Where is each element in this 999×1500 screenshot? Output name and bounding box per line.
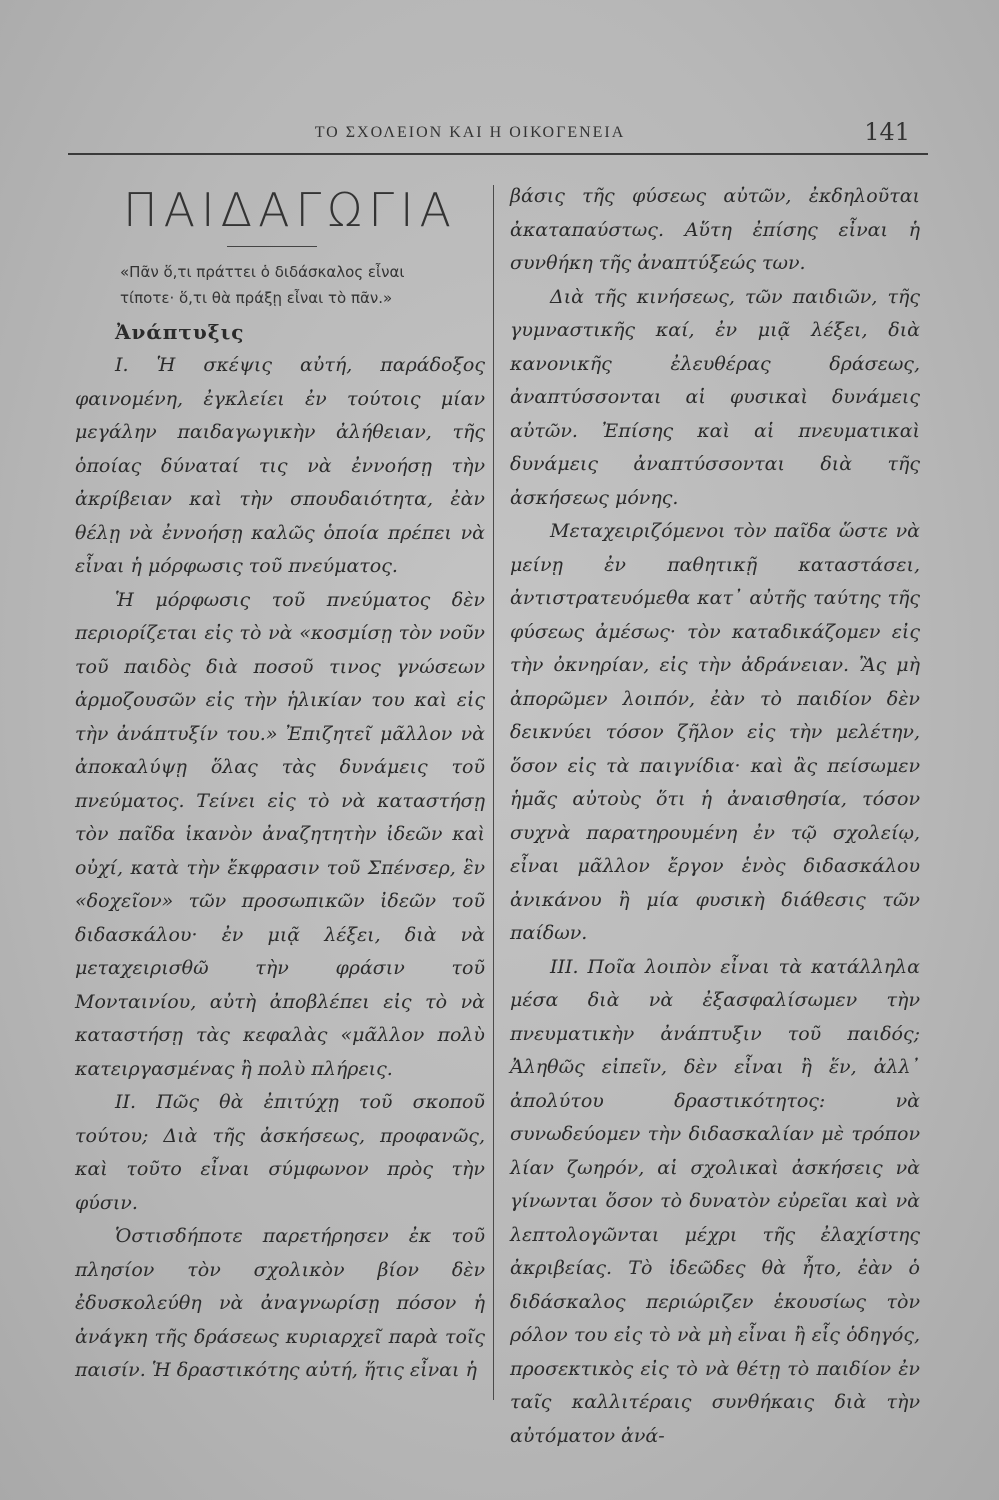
- left-column: [75, 180, 485, 1388]
- title-rule: [227, 246, 317, 247]
- paragraph: Διὰ τῆς κινήσεως, τῶν παιδιῶν, τῆς γυμναστικῆς καί, ἐν μιᾷ λέξει, διὰ κανονικῆς ἐλευθέρας δράσεως, ἀναπτύσσονται αἱ φυσικαὶ δυνάμεις αὐτῶν. Ἐπίσης καὶ αἱ πνευματικαὶ δυνάμεις ἀναπτύσσονται διὰ τῆς ἀσκήσεως μόνης.: [510, 285, 920, 509]
- subheading: Ἀνάπτυξις: [115, 320, 245, 344]
- running-head: [70, 118, 930, 154]
- column-divider: [493, 185, 494, 1400]
- section-title: ΠΑΙΔΑΓΩΓΙΑ: [122, 183, 457, 237]
- paragraph: III. Ποῖα λοιπὸν εἶναι τὰ κατάλληλα μέσα διὰ νὰ ἐξασφαλίσωμεν τὴν πνευματικὴν ἀνάπτυξιν τοῦ παιδός; Ἀληθῶς εἰπεῖν, δὲν εἶναι ἢ ἕν, ἀλλ᾽ ἀπολύτου δραστικότητος: νὰ συνωδεύομεν τὴν διδασκαλίαν μὲ τρόπον λίαν ζωηρόν, αἱ σχολικαὶ ἀσκήσεις νὰ γίνωνται ὅσον τὸ δυνατὸν εὐρεῖαι καὶ νὰ λεπτολογῶνται μέχρι τῆς ἐλαχίστης ἀκριβείας. Τὸ ἰδεῶδες θὰ ἦτο, ἐὰν ὁ διδάσκαλος περιώριζεν ἑκουσίως τὸν ρόλον του εἰς τὸ νὰ μὴ εἶναι ἢ εἷς ὁδηγός, προσεκτικὸς εἰς τὸ νὰ θέτῃ τὸ παιδίον ἐν ταῖς καλλιτέραις συνθήκαις διὰ τὴν αὐτόματον ἀνά-: [510, 955, 920, 1447]
- running-title: ΤΟ ΣΧΟΛΕΙΟΝ ΚΑΙ Η ΟΙΚΟΓΕΝΕΙΑ: [314, 124, 626, 141]
- motto-line: τίποτε· ὅ,τι θὰ πράξῃ εἶναι τὸ πᾶν.»: [120, 289, 393, 307]
- motto-line: «Πᾶν ὅ,τι πράττει ὁ διδάσκαλος εἶναι: [120, 263, 405, 281]
- paragraph: βάσις τῆς φύσεως αὐτῶν, ἐκδηλοῦται ἀκαταπαύστως. Αὕτη ἐπίσης εἶναι ἡ συνθήκη τῆς ἀναπτύξεώς των.: [510, 185, 920, 274]
- paragraph: Μεταχειριζόμενοι τὸν παῖδα ὥστε νὰ μείνῃ ἐν παθητικῇ καταστάσει, ἀντιστρατευόμεθα κατ᾽ αὐτῆς ταύτης τῆς φύσεως ἀμέσως· τὸν καταδικάζομεν εἰς τὴν ὀκνηρίαν, εἰς τὴν ἀδράνειαν. Ἂς μὴ ἀπορῶμεν λοιπόν, ἐὰν τὸ παιδίον δὲν δεικνύει τόσον ζῆλον εἰς τὴν μελέτην, ὅσον εἰς τὰ παιγνίδια· καὶ ἂς πείσωμεν ἡμᾶς αὐτοὺς ὅτι ἡ ἀναισθησία, τόσον συχνὰ παρατηρουμένη ἐν τῷ σχολείῳ, εἶναι μᾶλλον ἔργον ἑνὸς διδασκάλου ἀνικάνου ἢ μία φυσικὴ διάθεσις τῶν παίδων.: [510, 520, 920, 944]
- header-rule: [68, 153, 928, 155]
- paragraph: I. Ἡ σκέψις αὐτή, παράδοξος φαινομένη, ἐγκλείει ἐν τούτοις μίαν μεγάλην παιδαγωγικὴν ἀλήθειαν, τῆς ὁποίας δύναταί τις νὰ ἐννοήσῃ τὴν ἀκρίβειαν καὶ τὴν σπουδαιότητα, ἐὰν θέλῃ νὰ ἐννοήσῃ καλῶς ὁποία πρέπει νὰ εἶναι ἡ μόρφωσις τοῦ πνεύματος.: [75, 354, 485, 577]
- paragraph: II. Πῶς θὰ ἐπιτύχῃ τοῦ σκοποῦ τούτου; Διὰ τῆς ἀσκήσεως, προφανῶς, καὶ τοῦτο εἶναι σύμφωνον πρὸς τὴν φύσιν.: [75, 1091, 485, 1214]
- paragraph: Ὁστισδήποτε παρετήρησεν ἐκ τοῦ πλησίον τὸν σχολικὸν βίον δὲν ἐδυσκολεύθη νὰ ἀναγνωρίσῃ πόσον ἡ ἀνάγκη τῆς δράσεως κυριαρχεῖ παρὰ τοῖς παισίν. Ἡ δραστικότης αὐτή, ἥτις εἶναι ἡ: [75, 1225, 485, 1381]
- page-number: 141: [864, 118, 910, 146]
- paragraph: Ἡ μόρφωσις τοῦ πνεύματος δὲν περιορίζεται εἰς τὸ νὰ «κοσμίσῃ τὸν νοῦν τοῦ παιδὸς διὰ ποσοῦ τινος γνώσεων ἁρμοζουσῶν εἰς τὴν ἡλικίαν του καὶ εἰς τὴν ἀνάπτυξίν του.» Ἐπιζητεῖ μᾶλλον νὰ ἀποκαλύψῃ ὅλας τὰς δυνάμεις τοῦ πνεύματος. Τείνει εἰς τὸ νὰ καταστήσῃ τὸν παῖδα ἱκανὸν ἀναζητητὴν ἰδεῶν καὶ οὐχί, κατὰ τὴν ἔκφρασιν τοῦ Σπένσερ, ἓν «δοχεῖον» τῶν προσωπικῶν ἰδεῶν τοῦ διδασκάλου· ἐν μιᾷ λέξει, διὰ νὰ μεταχειρισθῶ τὴν φράσιν τοῦ Μονταινίου, αὐτὴ ἀποβλέπει εἰς τὸ νὰ καταστήσῃ τὰς κεφαλὰς «μᾶλλον πολὺ κατειργασμένας ἢ πολὺ πλήρεις.: [75, 588, 485, 1080]
- right-column: [510, 180, 920, 1453]
- motto: [75, 259, 485, 311]
